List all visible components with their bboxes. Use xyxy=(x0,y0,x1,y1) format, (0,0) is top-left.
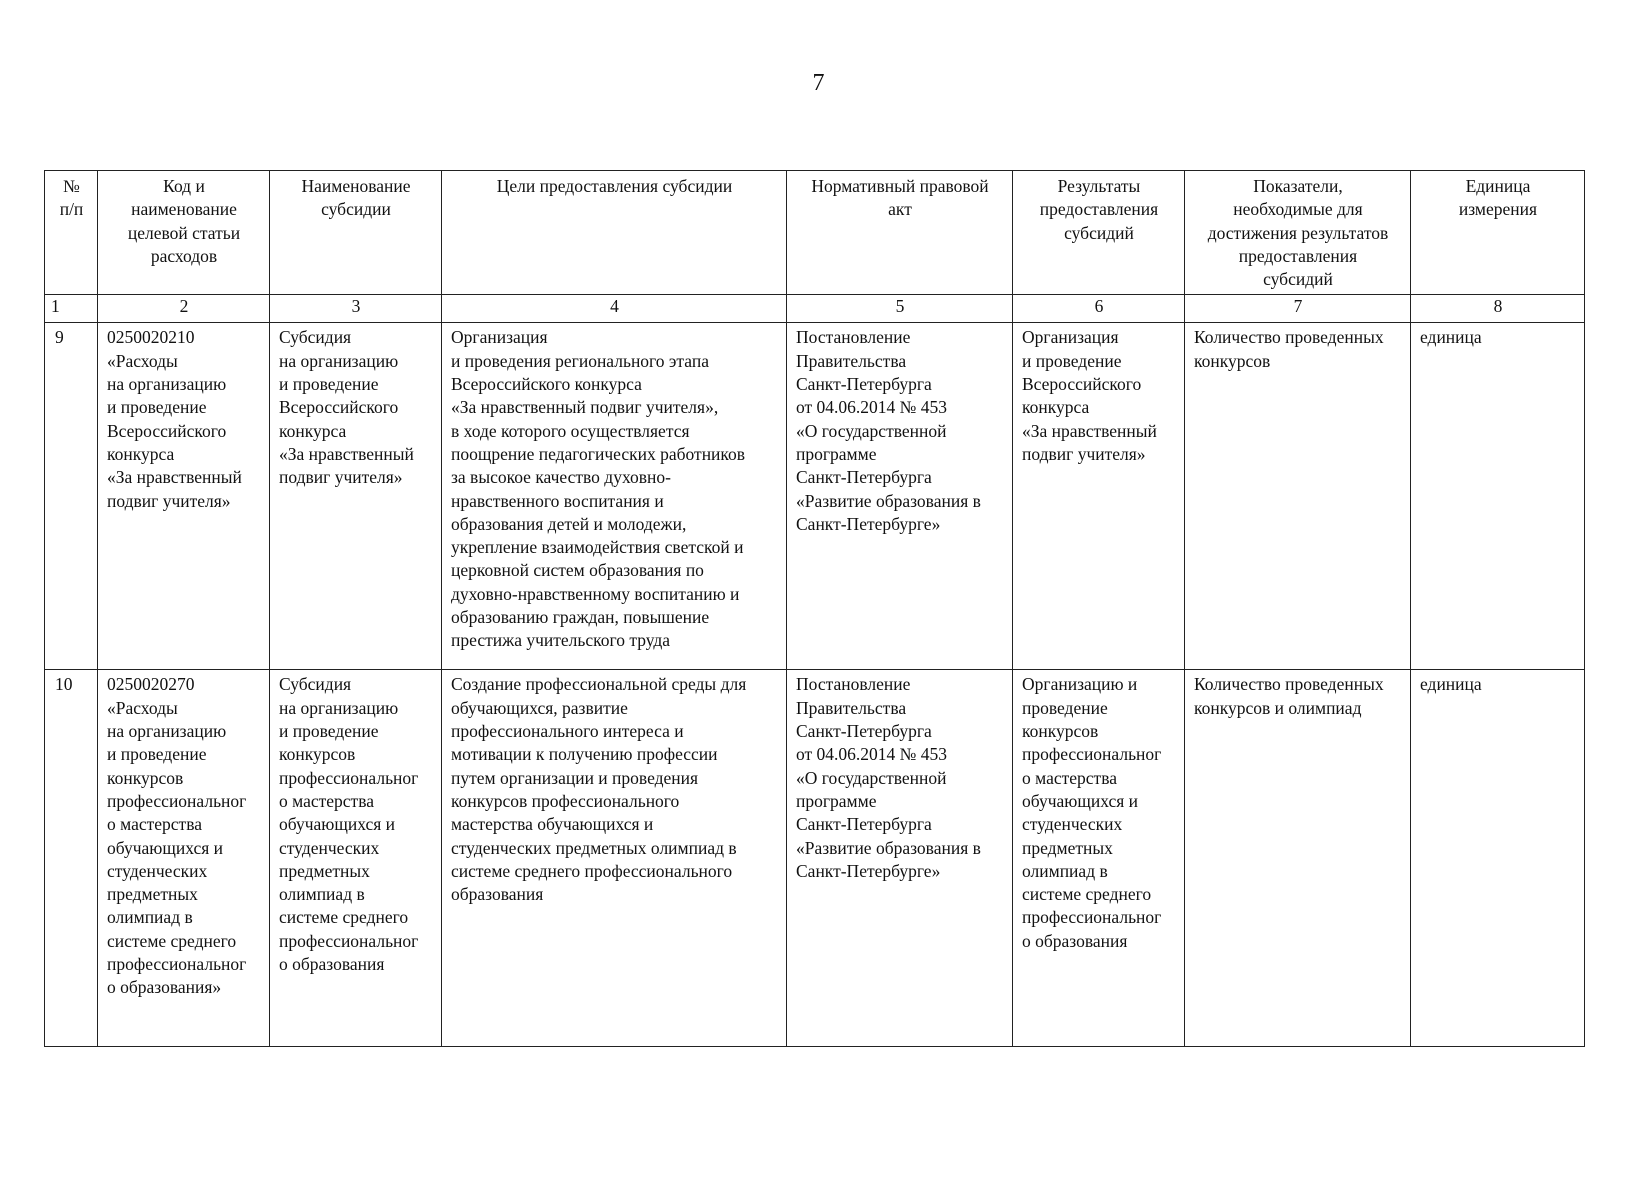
expense-code: 0250020210 «Расходы на организацию и проведение Всероссийского конкурса «За нравственный подвиг учителя» xyxy=(98,323,270,670)
header-goals: Цели предоставления субсидии xyxy=(442,171,787,295)
unit: единица xyxy=(1411,323,1585,670)
header-results: Результаты предоставления субсидий xyxy=(1013,171,1185,295)
header-legal-act: Нормативный правовой акт xyxy=(787,171,1013,295)
header-code: Код и наименование целевой статьи расходов xyxy=(98,171,270,295)
subsidy-table-container xyxy=(44,170,1584,1047)
row-number: 9 xyxy=(45,323,98,670)
header-indicators: Показатели, необходимые для достижения результатов предоставления субсидий xyxy=(1185,171,1411,295)
unit: единица xyxy=(1411,670,1585,1047)
subsidy-goals: Организация и проведения регионального этапа Всероссийского конкурса «За нравственный подвиг учителя», в ходе которого осуществляется поощрение педагогических работников за высокое качество духовно- нравственного воспитания и образования детей и молодежи, укрепление взаимодействия светской и церковной систем образования по духовно-нравственному воспитанию и образованию граждан, повышение престижа учительского труда xyxy=(442,323,787,670)
subsidy-goals: Создание профессиональной среды для обучающихся, развитие профессионального интереса и мотивации к получению профессии путем организации и проведения конкурсов профессионального мастерства обучающихся и студенческих предметных олимпиад в системе среднего профессионального образования xyxy=(442,670,787,1047)
header-number: № п/п xyxy=(45,171,98,295)
legal-act: Постановление Правительства Санкт-Петербурга от 04.06.2014 № 453 «О государственной программе Санкт-Петербурга «Развитие образования в Санкт-Петербурге» xyxy=(787,323,1013,670)
column-number-row xyxy=(45,295,1585,323)
column-number: 4 xyxy=(442,295,787,323)
subsidy-table xyxy=(44,170,1585,1047)
row-number: 10 xyxy=(45,670,98,1047)
header-unit: Единица измерения xyxy=(1411,171,1585,295)
header-subsidy-name: Наименование субсидии xyxy=(270,171,442,295)
subsidy-results: Организация и проведение Всероссийского конкурса «За нравственный подвиг учителя» xyxy=(1013,323,1185,670)
indicators: Количество проведенных конкурсов и олимпиад xyxy=(1185,670,1411,1047)
subsidy-results: Организацию и проведение конкурсов профессиональног о мастерства обучающихся и студенческих предметных олимпиад в системе среднего профессиональног о образования xyxy=(1013,670,1185,1047)
table-header-row xyxy=(45,171,1585,295)
column-number: 1 xyxy=(45,295,98,323)
column-number: 6 xyxy=(1013,295,1185,323)
table-row xyxy=(45,323,1585,670)
subsidy-name: Субсидия на организацию и проведение Всероссийского конкурса «За нравственный подвиг учителя» xyxy=(270,323,442,670)
legal-act: Постановление Правительства Санкт-Петербурга от 04.06.2014 № 453 «О государственной программе Санкт-Петербурга «Развитие образования в Санкт-Петербурге» xyxy=(787,670,1013,1047)
column-number: 5 xyxy=(787,295,1013,323)
subsidy-name: Субсидия на организацию и проведение конкурсов профессиональног о мастерства обучающихся и студенческих предметных олимпиад в системе среднего профессиональног о образования xyxy=(270,670,442,1047)
page-number: 7 xyxy=(812,70,825,96)
column-number: 2 xyxy=(98,295,270,323)
table-row xyxy=(45,670,1585,1047)
column-number: 3 xyxy=(270,295,442,323)
column-number: 7 xyxy=(1185,295,1411,323)
expense-code: 0250020270 «Расходы на организацию и проведение конкурсов профессиональног о мастерства обучающихся и студенческих предметных олимпиад в системе среднего профессиональног о образования» xyxy=(98,670,270,1047)
column-number: 8 xyxy=(1411,295,1585,323)
indicators: Количество проведенных конкурсов xyxy=(1185,323,1411,670)
